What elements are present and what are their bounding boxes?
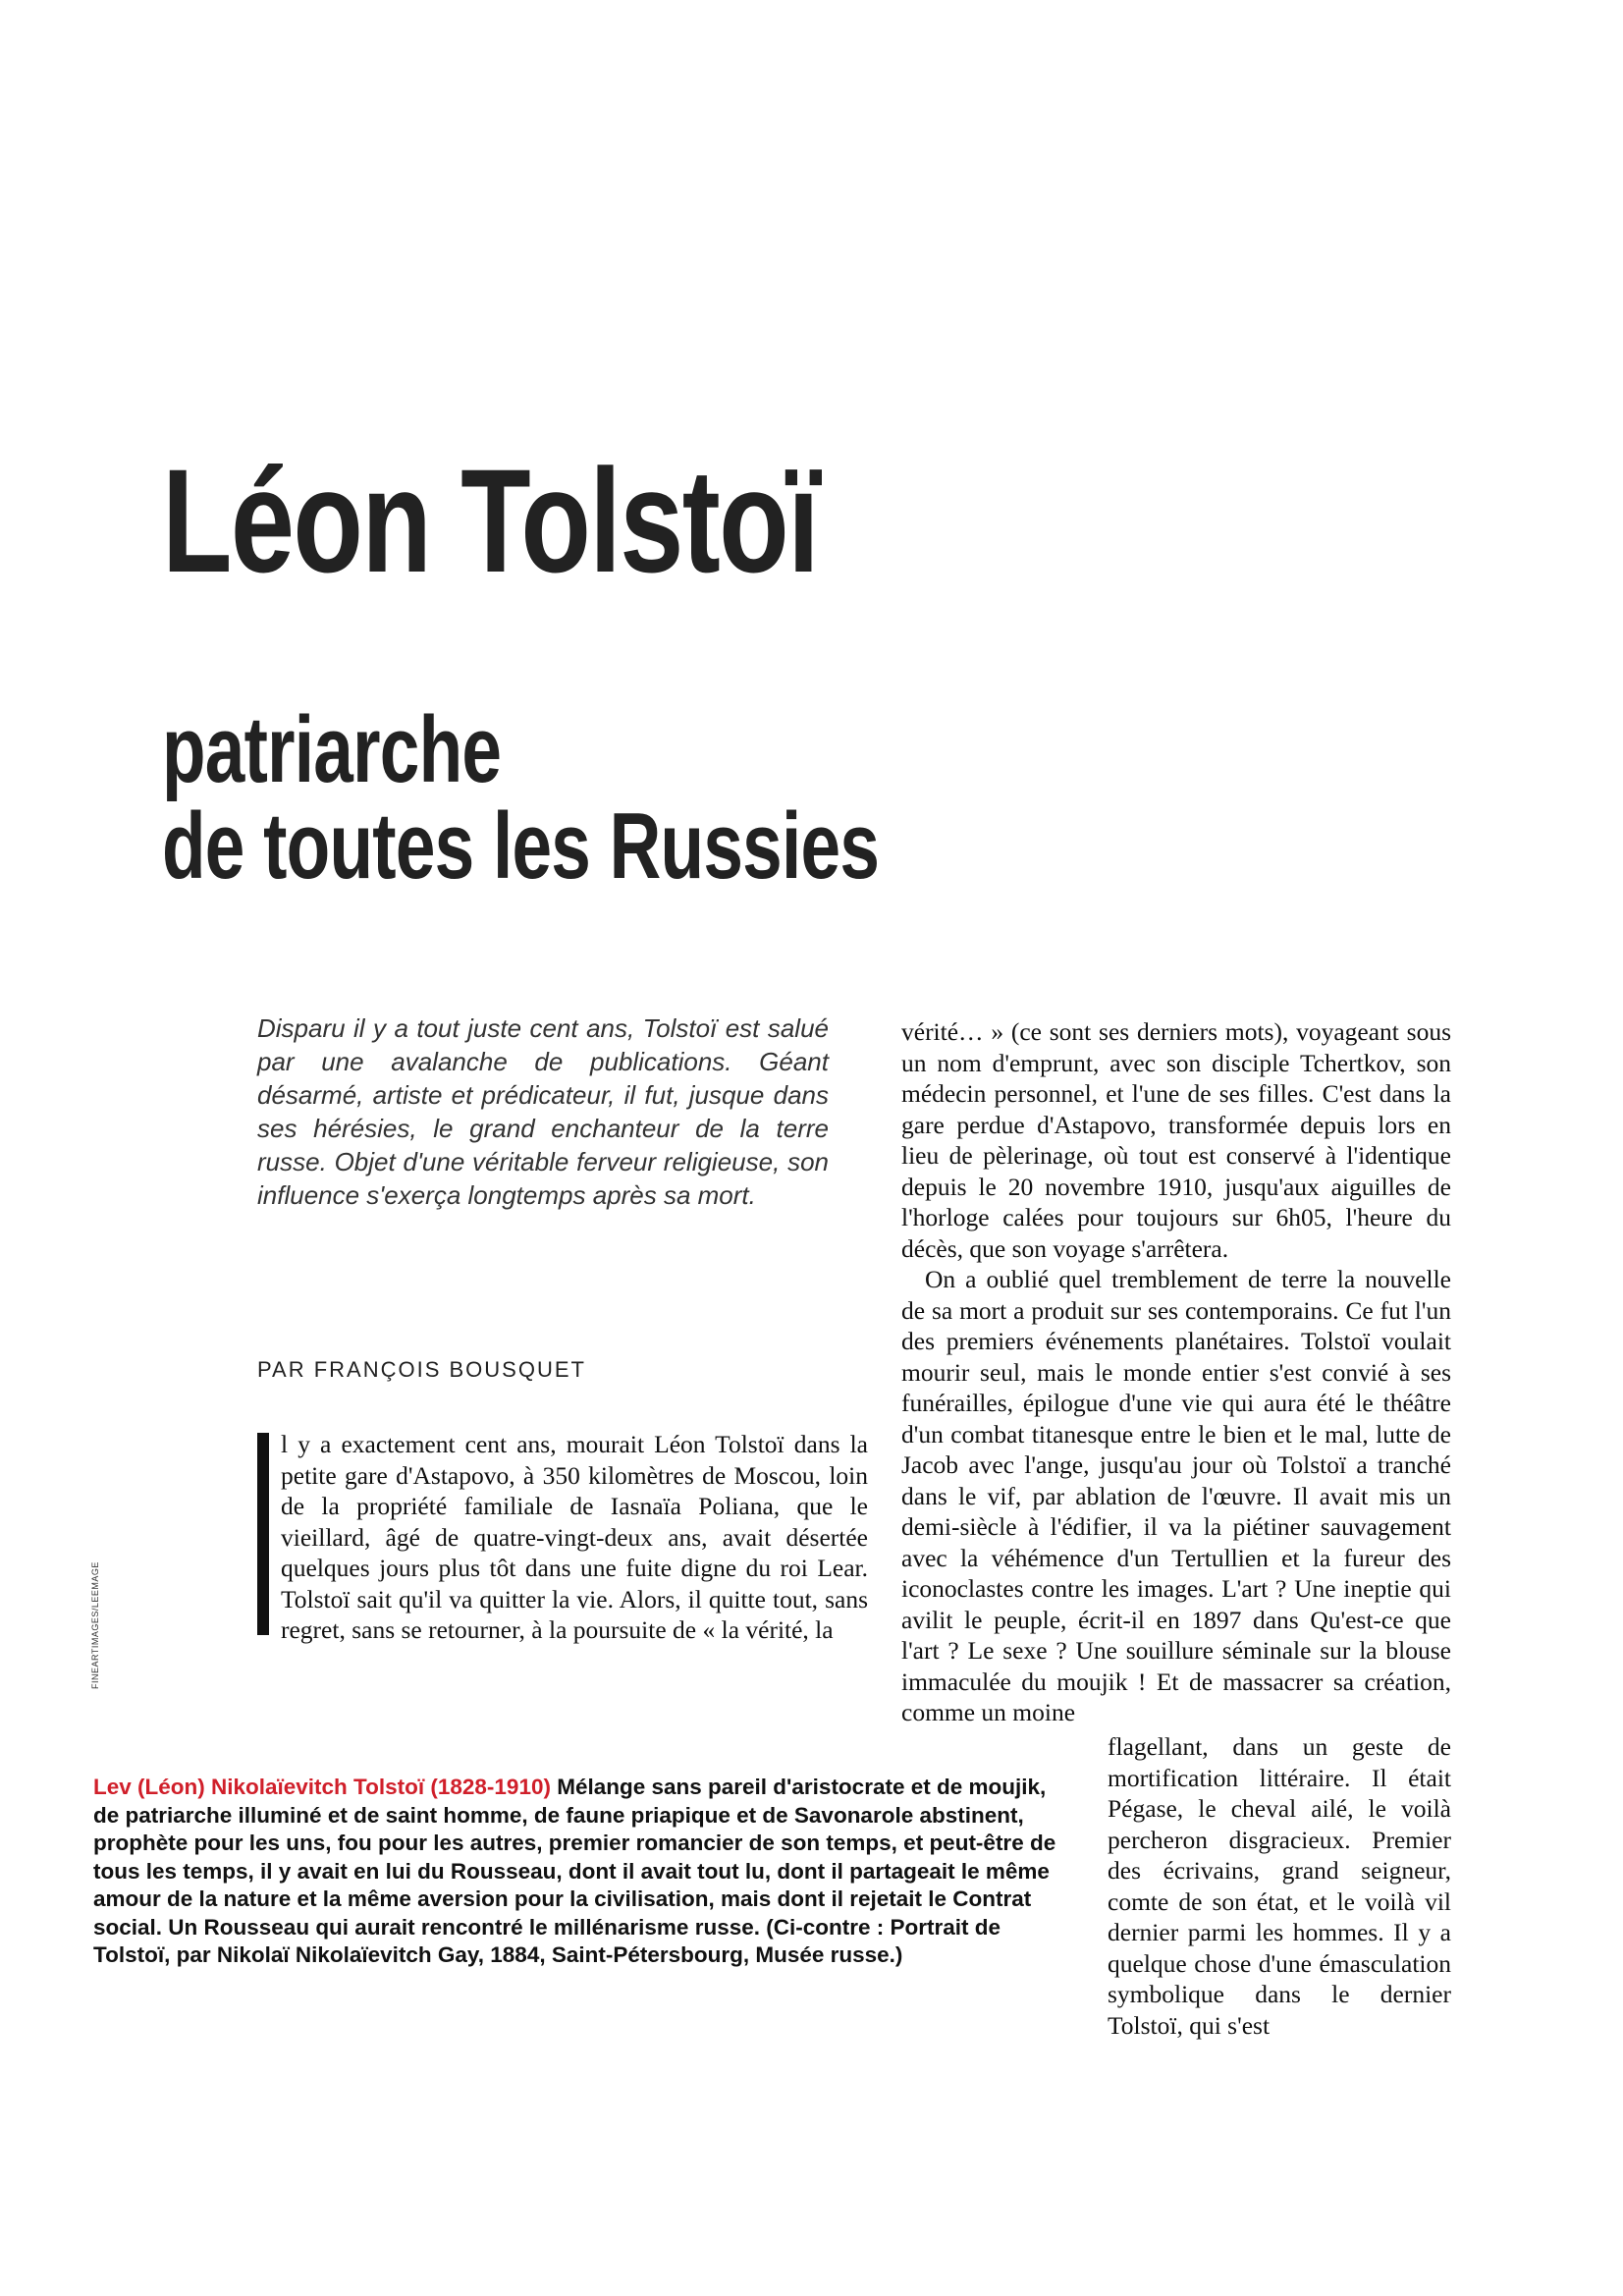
photo-credit: FINEARTIMAGES/LEEMAGE bbox=[90, 1561, 100, 1689]
article-lede: Disparu il y a tout juste cent ans, Tolstoï est salué par une avalanche de publications. Géant désarmé, artiste et prédicateur, il fut, jusque dans ses hérésies, le grand enchanteur de la terre russe. Objet d'une véritable ferveur religieuse, son influence s'exerça longtemps après sa mort. bbox=[257, 1013, 829, 1210]
paragraph-3: flagellant, dans un geste de mortification littéraire. Il était Pégase, le cheval ailé, le voilà percheron disgracieux. Premier des écrivains, grand seigneur, comte de son état, et le voilà vil dernier parmi les hommes. Il y a quelque chose d'une émasculation symbolique dans le dernier Tolstoï, qui s'est bbox=[1108, 1732, 1451, 2040]
caption-name: Lev (Léon) Nikolaïevitch Tolstoï (1828-1910) bbox=[93, 1775, 551, 1799]
paragraph-continuation: vérité… » (ce sont ses derniers mots), voyageant sous un nom d'emprunt, avec son disciple Tchertkov, son médecin personnel, et l'une de ses filles. C'est dans la gare perdue d'Astapovo, transformée depuis lors en lieu de pèlerinage, où tout est conservé à l'identique depuis le 20 novembre 1910, jusqu'aux aiguilles de l'horloge calées pour toujours sur 6h05, l'heure du décès, que son voyage s'arrêtera. bbox=[901, 1017, 1451, 1263]
column-left bbox=[257, 1429, 868, 1646]
subtitle-line-1: patriarche bbox=[162, 697, 502, 802]
article-subtitle bbox=[162, 697, 880, 899]
subtitle-line-2: de toutes les Russies bbox=[162, 793, 880, 899]
column-right bbox=[901, 1016, 1451, 2040]
byline: PAR FRANÇOIS BOUSQUET bbox=[257, 1357, 586, 1382]
drop-cap-i bbox=[257, 1433, 269, 1635]
column-right-narrow bbox=[1108, 1731, 1451, 2041]
opening-paragraph: l y a exactement cent ans, mourait Léon Tolstoï dans la petite gare d'Astapovo, à 350 kilomètres de Moscou, loin de la propriété familiale de Iasnaïa Poliana, que le vieillard, âgé de quatre-vingt-deux ans, avait désertée quelques jours plus tôt dans une fuite digne du roi Lear. Tolstoï sait qu'il va quitter la vie. Alors, il quitte tout, sans regret, sans se retourner, à la poursuite de « la vérité, la bbox=[281, 1430, 868, 1644]
image-caption bbox=[93, 1774, 1075, 1970]
article-title: Léon Tolstoï bbox=[162, 438, 819, 603]
paragraph-2: On a oublié quel tremblement de terre la nouvelle de sa mort a produit sur ses contemporains. Ce fut l'un des premiers événements planétaires. Tolstoï voulait mourir seul, mais le monde entier s'est convié à ses funérailles, épilogue d'une vie qui aura été le théâtre d'un combat titanesque entre le bien et le mal, lutte de Jacob avec l'ange, jusqu'au jour où Tolstoï a tranché dans le vif, par ablation de l'œuvre. Il avait mis un demi-siècle à l'édifier, il va la piétiner sauvagement avec la véhémence d'un Tertullien et la fureur des iconoclastes contre les images. L'art ? Une ineptie qui avilit le peuple, écrit-il en 1897 dans Qu'est-ce que l'art ? Le sexe ? Une souillure séminale sur la blouse immaculée du moujik ! Et de massacrer sa création, comme un moine bbox=[901, 1265, 1451, 1726]
caption-text: Mélange sans pareil d'aristocrate et de moujik, de patriarche illuminé et de saint homme, de faune priapique et de Savonarole abstinent, prophète pour les uns, fou pour les autres, premier romancier de son temps, et peut-être de tous les temps, il y avait en lui du Rousseau, dont il avait tout lu, dont il partageait le même amour de la nature et la même aversion pour la civilisation, mais dont il rejetait le Contrat social. Un Rousseau qui aurait rencontré le millénarisme russe. (Ci-contre : Portrait de Tolstoï, par Nikolaï Nikolaïevitch Gay, 1884, Saint-Pétersbourg, Musée russe.) bbox=[93, 1775, 1056, 1967]
